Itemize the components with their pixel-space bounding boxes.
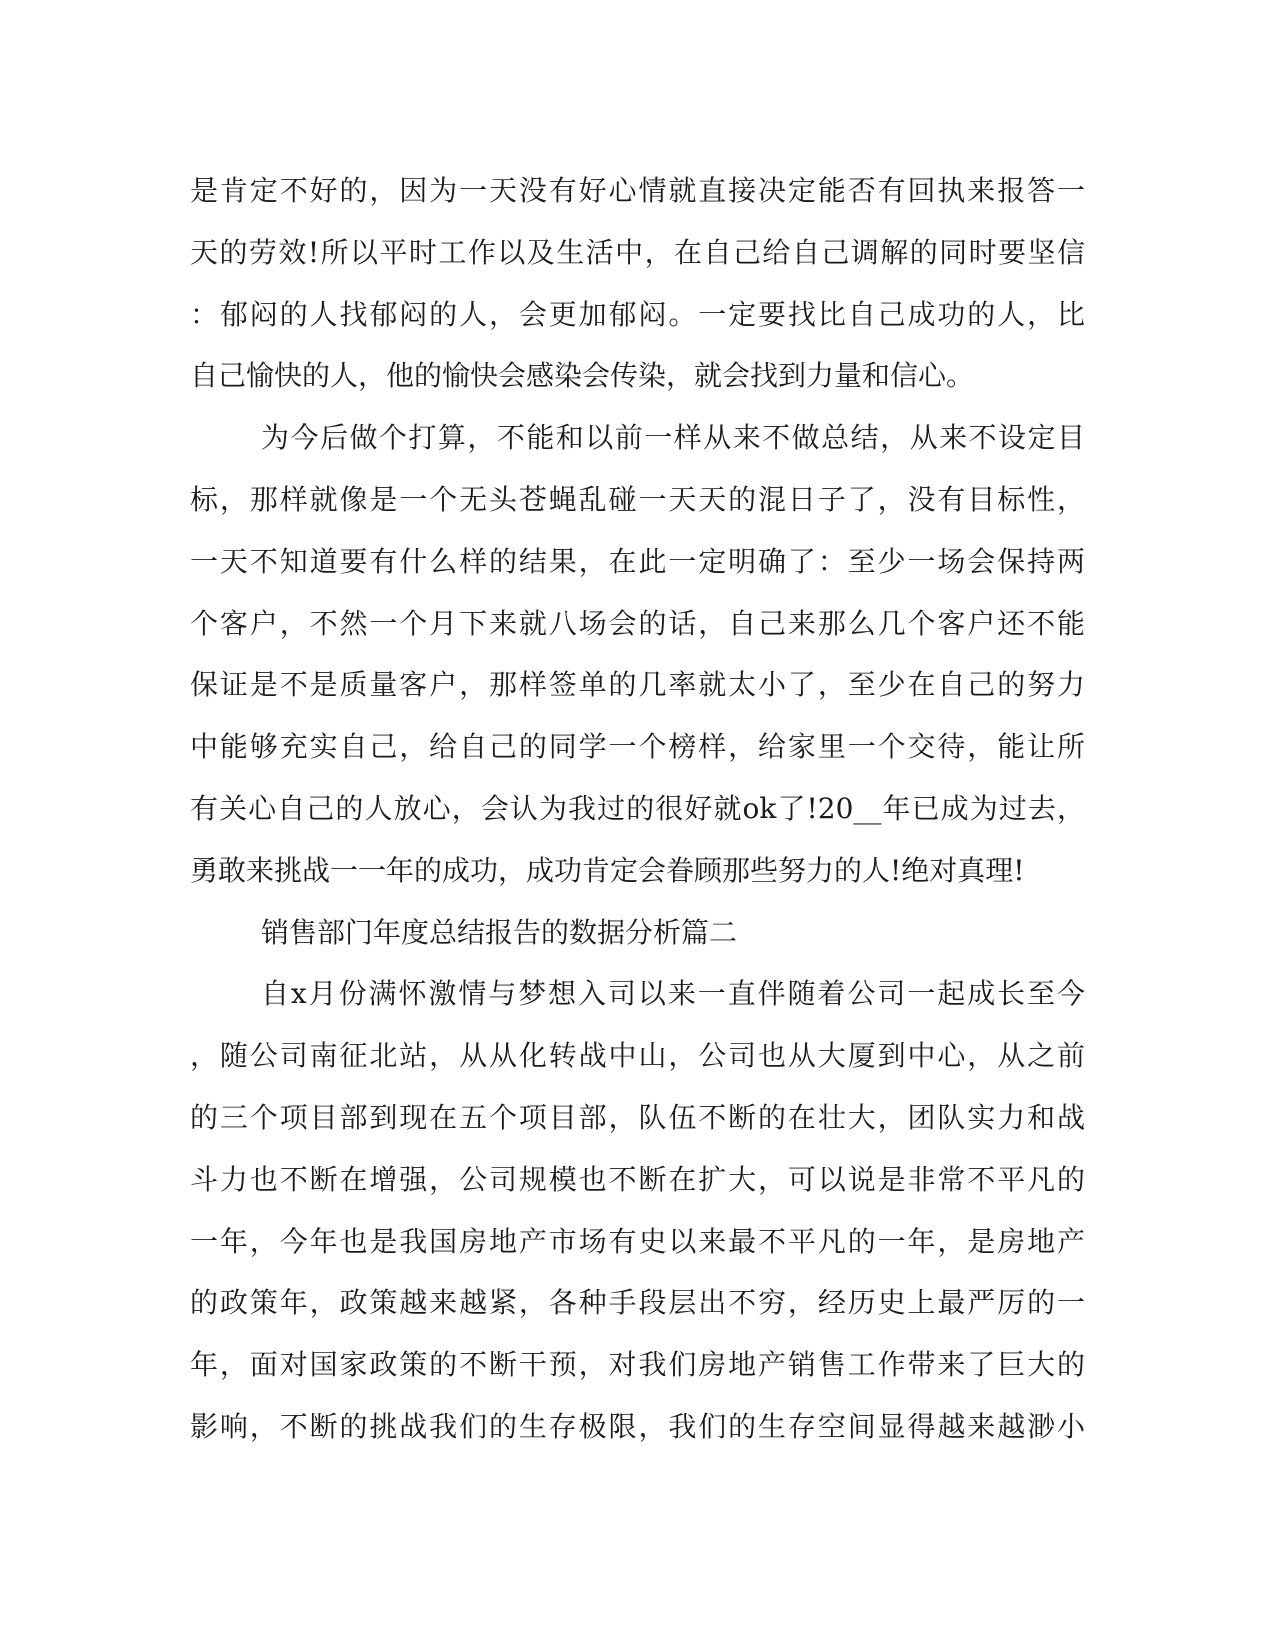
text-line: 自x月份满怀激情与梦想入司以来一直伴随着公司一起成长至今 xyxy=(261,977,1085,1011)
text-line: ，随公司南征北站，从从化转战中山，公司也从大厦到中心，从之前 xyxy=(190,1039,1085,1073)
text-line: 标，那样就像是一个无头苍蝇乱碰一天天的混日子了，没有目标性， xyxy=(190,482,1085,516)
text-line: ：郁闷的人找郁闷的人，会更加郁闷。一定要找比自己成功的人，比 xyxy=(190,297,1085,331)
text-line: 勇敢来挑战一一年的成功，成功肯定会眷顾那些努力的人!绝对真理! xyxy=(190,853,1025,887)
text-line: 影响，不断的挑战我们的生存极限，我们的生存空间显得越来越渺小 xyxy=(190,1409,1085,1443)
text-line: 个客户，不然一个月下来就八场会的话，自己来那么几个客户还不能 xyxy=(190,606,1085,640)
text-line: 为今后做个打算，不能和以前一样从来不做总结，从来不设定目 xyxy=(261,421,1085,455)
text-line: 天的劳效!所以平时工作以及生活中，在自己给自己调解的同时要坚信 xyxy=(190,235,1085,269)
text-line: 一年，今年也是我国房地产市场有史以来最不平凡的一年，是房地产 xyxy=(190,1224,1085,1258)
text-line: 是肯定不好的，因为一天没有好心情就直接决定能否有回执来报答一 xyxy=(190,174,1085,207)
section-heading: 销售部门年度总结报告的数据分析篇二 xyxy=(261,915,738,949)
text-line: 的政策年，政策越来越紧，各种手段层出不穷，经历史上最严厉的一 xyxy=(190,1286,1085,1320)
text-line: 斗力也不断在增强，公司规模也不断在扩大，可以说是非常不平凡的 xyxy=(190,1162,1085,1196)
text-line: 的三个项目部到现在五个项目部，队伍不断的在壮大，团队实力和战 xyxy=(190,1100,1085,1134)
text-line: 年，面对国家政策的不断干预，对我们房地产销售工作带来了巨大的 xyxy=(190,1348,1085,1382)
text-line: 有关心自己的人放心，会认为我过的很好就ok了!20__年已成为过去， xyxy=(190,791,1085,825)
document-body xyxy=(190,160,1090,1458)
text-line: 自己愉快的人，他的愉快会感染会传染，就会找到力量和信心。 xyxy=(190,359,975,393)
text-line: 一天不知道要有什么样的结果，在此一定明确了：至少一场会保持两 xyxy=(190,544,1085,578)
text-line: 中能够充实自己，给自己的同学一个榜样，给家里一个交待，能让所 xyxy=(190,730,1085,764)
text-line: 保证是不是质量客户，那样签单的几率就太小了，至少在自己的努力 xyxy=(190,668,1085,702)
